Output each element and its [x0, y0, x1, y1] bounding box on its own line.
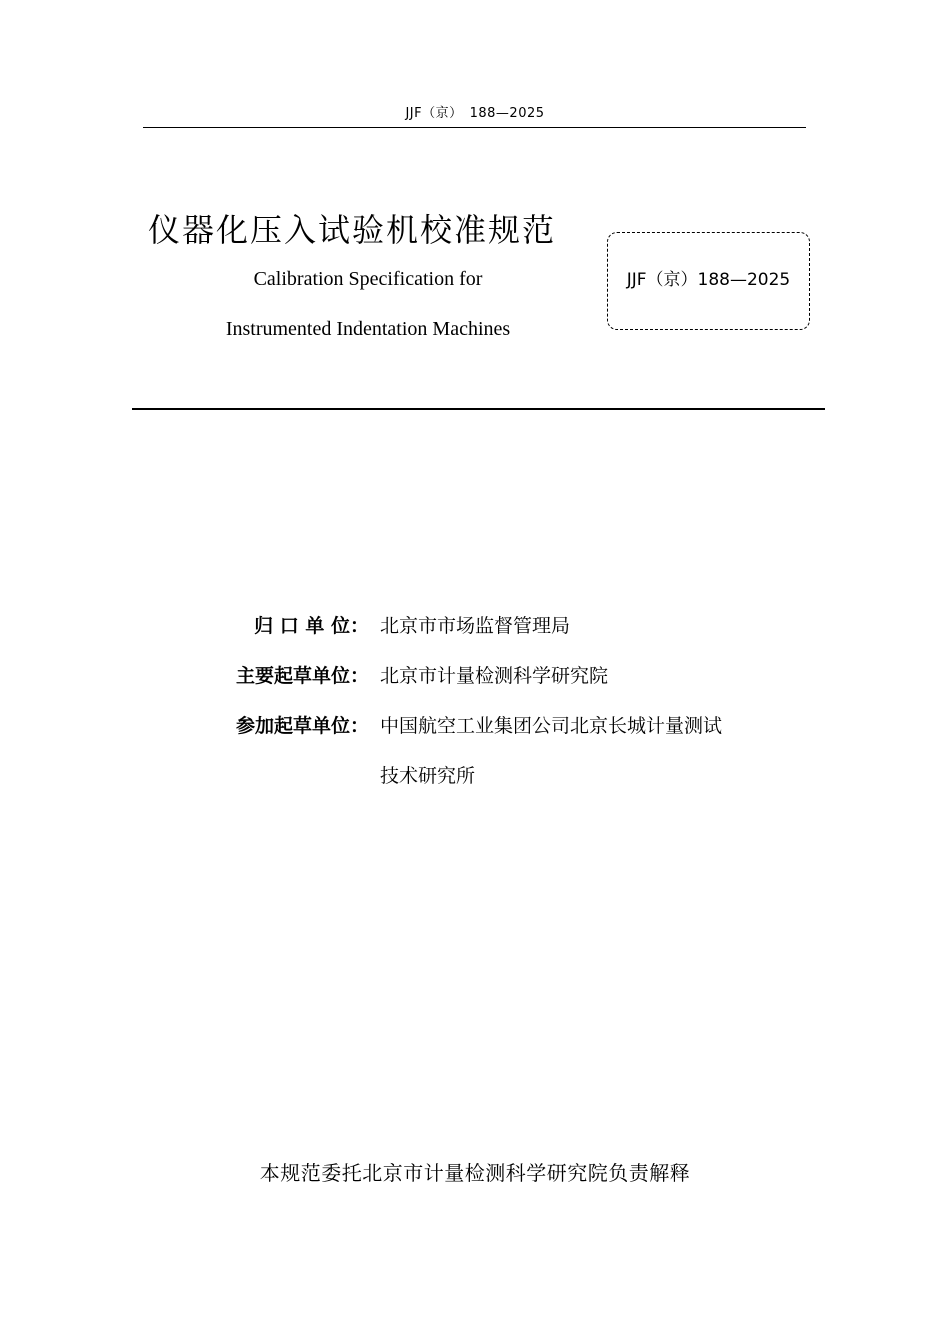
participating-drafter-value-line1: 中国航空工业集团公司北京长城计量测试: [380, 715, 723, 737]
participating-drafter-value-line2: 技术研究所: [380, 765, 476, 787]
main-rule: [132, 408, 825, 410]
responsible-unit-value: 北京市市场监督管理局: [380, 615, 571, 637]
document-title-chinese: 仪器化压入试验机校准规范: [148, 211, 557, 249]
main-drafter-label: 主要起草单位：: [235, 665, 369, 687]
participating-drafter-label: 参加起草单位：: [235, 715, 369, 737]
document-title-english-line1: Calibration Specification for: [253, 268, 483, 290]
interpretation-note: 本规范委托北京市计量检测科学研究院负责解释: [259, 1161, 691, 1185]
standard-code-box-text: JJF（京）188—2025: [626, 270, 791, 290]
responsible-unit-label: 归 口 单 位：: [254, 615, 369, 637]
header-code: JJF（京） 188—2025: [405, 106, 545, 121]
document-title-english-line2: Instrumented Indentation Machines: [225, 318, 511, 340]
standard-code-box: [607, 232, 810, 330]
main-drafter-value: 北京市计量检测科学研究院: [380, 665, 609, 687]
header-rule: [143, 127, 806, 128]
